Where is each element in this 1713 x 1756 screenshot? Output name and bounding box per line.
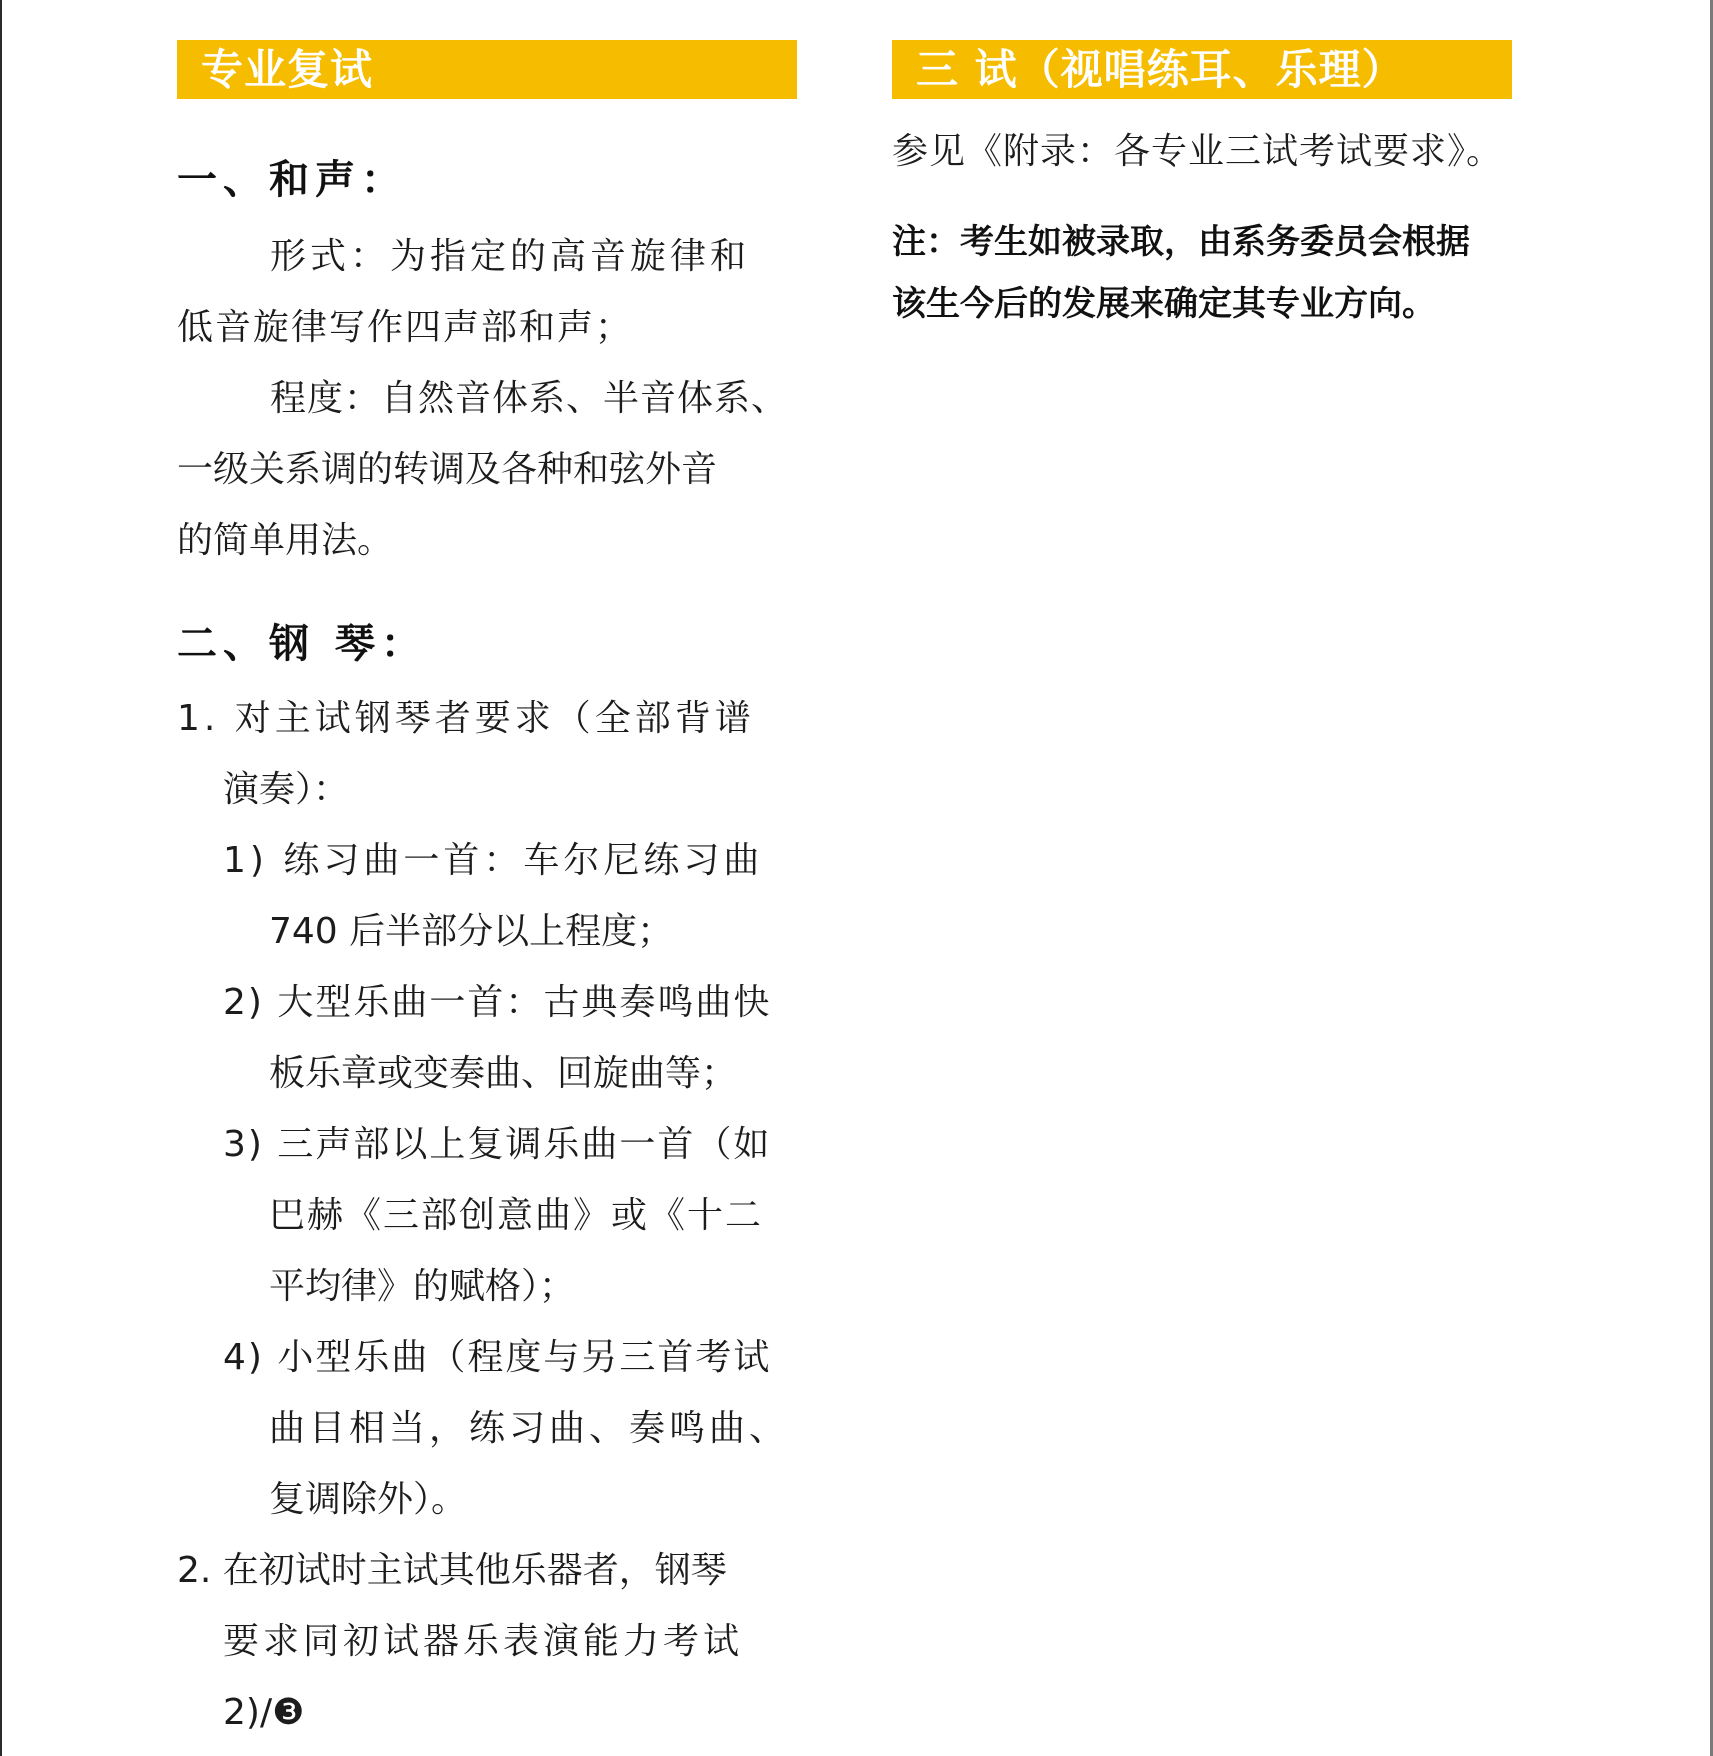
banner-title: 专业复试	[201, 45, 374, 94]
piano-sub3-line1: 3) 三声部以上复调乐曲一首（如	[223, 1124, 772, 1165]
piano-sub1-line1: 1) 练习曲一首：车尔尼练习曲	[223, 840, 764, 881]
piano-sub3-line3: 平均律》的赋格）；	[269, 1266, 576, 1307]
section-banner-professional-retest	[177, 40, 797, 99]
piano-sub4-line2: 曲目相当，练习曲、奏鸣曲、	[269, 1408, 790, 1449]
piano-sub2-line1: 2) 大型乐曲一首：古典奏鸣曲快	[223, 982, 772, 1023]
piano-sub4-line1: 4) 小型乐曲（程度与另三首考试	[223, 1337, 772, 1378]
harmony-form-line2: 低音旋律写作四声部和声；	[177, 307, 634, 348]
harmony-form-text: 形式：为指定的高音旋律和	[270, 236, 751, 277]
piano-sub4-line3: 复调除外）。	[269, 1479, 468, 1520]
piano-item2-line1: 2. 在初试时主试其他乐器者，钢琴	[177, 1550, 727, 1591]
harmony-level-line3: 的简单用法。	[177, 520, 394, 561]
harmony-level-line1: 程度：自然音体系、半音体系、	[270, 378, 789, 419]
piano-sub2-line2: 板乐章或变奏曲、回旋曲等；	[269, 1053, 738, 1094]
section-banner-third-test	[892, 40, 1512, 99]
heading-piano: 二、钢 琴：	[177, 621, 427, 667]
piano-item1-line1: 1. 对主试钢琴者要求（全部背谱	[177, 698, 755, 739]
banner-title: 三 试（视唱练耳、乐理）	[916, 45, 1405, 94]
heading-harmony: 一、和声：	[177, 157, 407, 203]
piano-item2-line2: 要求同初试器乐表演能力考试	[223, 1621, 744, 1662]
piano-item1-line2: 演奏）：	[223, 769, 350, 810]
appendix-reference: 参见《附录：各专业三试考试要求》。	[892, 131, 1504, 172]
piano-item2-line3: 2)/❸	[223, 1692, 305, 1733]
piano-sub1-line2: 740 后半部分以上程度；	[269, 911, 674, 952]
harmony-form-line1	[270, 235, 797, 279]
note-line2: 该生今后的发展来确定其专业方向。	[892, 284, 1436, 324]
harmony-level-line2: 一级关系调的转调及各种和弦外音	[177, 449, 718, 490]
piano-sub3-line2: 巴赫《三部创意曲》或《十二	[269, 1195, 764, 1236]
note-line1: 注：考生如被录取，由系务委员会根据	[892, 222, 1470, 262]
page-edge-left	[0, 0, 2, 1756]
